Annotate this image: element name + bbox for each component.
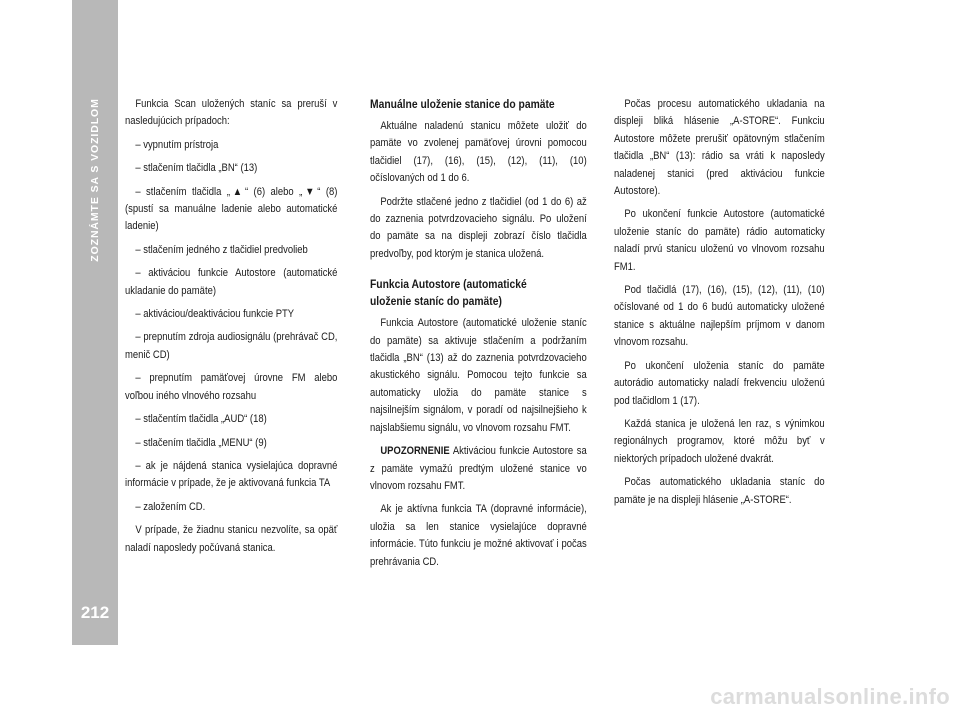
sidebar bbox=[72, 0, 118, 645]
list-item: – aktiváciou/deaktiváciou funkcie PTY bbox=[135, 308, 295, 321]
list-item: – stlačením tlačidla „BN“ (13) bbox=[135, 162, 258, 175]
column-1 bbox=[125, 96, 337, 563]
paragraph: Funkcia Autostore (automatické uloženie staníc do pamäte) sa aktivuje stlačením a podržaním tlačidla „BN“ (13) až do zaznenia potvrdzovacieho akustického signálu. Pomocou tejto funkcie sa automaticky uložia do pamäte stanice s najsilnejším signálom, v poradí od najsilnejšieho k najslabšiemu signálu, vo vlnovom rozsahu FMT. bbox=[370, 317, 587, 434]
paragraph: Funkcia Scan uložených staníc sa preruší v nasledujúcich prípadoch: bbox=[125, 98, 338, 128]
list-item: – prepnutím pamäťovej úrovne FM alebo voľbou iného vlnového rozsahu bbox=[125, 372, 338, 402]
heading-manual-store: Manuálne uloženie stanice do pamäte bbox=[370, 97, 555, 111]
heading-autostore-line2: uloženie staníc do pamäte) bbox=[370, 294, 502, 309]
paragraph: Pod tlačidlá (17), (16), (15), (12), (11), (10) očíslované od 1 do 6 budú automaticky uložené stanice s aktuálne najlepším príjmom v danom vlnovom rozsahu. bbox=[614, 284, 825, 349]
warning-text: Aktiváciou funkcie Autostore sa z pamäte vymažú predtým uložené stanice vo vlnovom rozsahu FMT. bbox=[370, 445, 587, 492]
warning-label: UPOZORNENIE bbox=[380, 445, 450, 458]
paragraph: Počas procesu automatického ukladania na displeji bliká hlásenie „A-STORE“. Funkciu Autostore môžete prerušiť opätovným stlačením tlačidla „BN“ (13): rádio sa vráti k naposledy naladenej stanici (pred aktiváciou funkcie Autostore). bbox=[614, 98, 825, 198]
list-item: – aktiváciou funkcie Autostore (automatické ukladanie do pamäte) bbox=[125, 267, 338, 297]
paragraph: Podržte stlačené jedno z tlačidiel (od 1 do 6) až do zaznenia potvrdzovacieho signálu. Po uložení do pamäte sa na displeji zobrazí číslo tlačidla predvoľby, pod ktorým je stanica uložená. bbox=[370, 195, 587, 260]
section-title bbox=[72, 72, 118, 287]
list-item: – stlačením jedného z tlačidiel predvolieb bbox=[135, 243, 308, 256]
list-item: – prepnutím zdroja audiosignálu (prehrávač CD, menič CD) bbox=[125, 331, 338, 361]
warning-paragraph bbox=[370, 443, 587, 495]
list-item: – stlačením tlačidla „MENU“ (9) bbox=[135, 436, 267, 449]
paragraph: Po ukončení funkcie Autostore (automatické uloženie staníc do pamäte) rádio automaticky naladí prvú stanicu uloženú vo vlnovom rozsahu FM1. bbox=[614, 208, 825, 273]
paragraph: Aktuálne naladenú stanicu môžete uložiť do pamäte vo zvolenej pamäťovej úrovni pomocou tlačidiel (17), (16), (15), (12), (11), (10) očíslovaných od 1 do 6. bbox=[370, 120, 587, 185]
page-number: 212 bbox=[80, 603, 110, 622]
list-item: – ak je nájdená stanica vysielajúca dopravné informácie v prípade, že je aktivovaná funkcia TA bbox=[125, 459, 338, 490]
paragraph: Počas automatického ukladania staníc do pamäte je na displeji hlásenie „A-STORE“. bbox=[614, 476, 825, 506]
paragraph: Po ukončení uloženia staníc do pamäte autorádio automaticky naladí frekvenciu uloženú pod tlačidlom 1 (17). bbox=[614, 359, 825, 407]
column-2 bbox=[370, 96, 587, 577]
list-item: – stlačentím tlačidla „AUD“ (18) bbox=[135, 413, 267, 426]
paragraph: V prípade, že žiadnu stanicu nezvolíte, sa opäť naladí naposledy počúvaná stanica. bbox=[125, 524, 338, 554]
paragraph: Ak je aktívna funkcia TA (dopravné informácie), uložia sa len stanice vysielajúce dopravné informácie. Túto funkciu je možné aktivovať i počas prehrávania CD. bbox=[370, 503, 587, 568]
list-item: – vypnutím prístroja bbox=[135, 138, 219, 151]
section-title-text: ZOZNÁMTE SA S VOZIDLOM bbox=[89, 97, 101, 262]
paragraph: Každá stanica je uložená len raz, s výnimkou regionálnych programov, ktoré môžu byť v niektorých prípadoch uložené dvakrát. bbox=[614, 417, 825, 465]
column-3 bbox=[614, 96, 825, 515]
list-item: – stlačením tlačidla „▲“ (6) alebo „▼“ (8) (spustí sa manuálne ladenie alebo automatické ladenie) bbox=[125, 185, 338, 233]
heading-autostore-line1: Funkcia Autostore (automatické bbox=[370, 277, 527, 292]
watermark: carmanualsonline.info bbox=[710, 684, 950, 709]
list-item: – založením CD. bbox=[135, 500, 206, 513]
